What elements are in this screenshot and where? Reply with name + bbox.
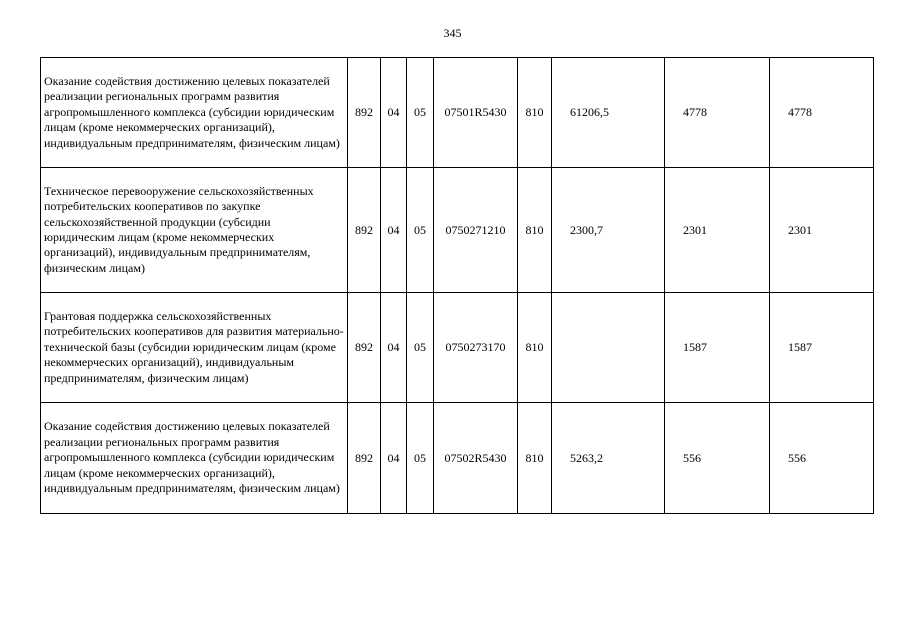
section-code: 04 bbox=[381, 403, 407, 514]
section-code: 04 bbox=[381, 293, 407, 403]
ministry-code: 892 bbox=[348, 403, 381, 514]
expense-type-code: 810 bbox=[518, 293, 552, 403]
amount-3: 4778 bbox=[770, 58, 874, 168]
subsection-code: 05 bbox=[407, 58, 434, 168]
section-code: 04 bbox=[381, 168, 407, 293]
row-description: Техническое перевооружение сельскохозяйственных потребительских кооперативов по закупке сельскохозяйственной продукции (субсидии юридическим лицам (кроме некоммерческих организаций), индивидуальным предпринимателям, физическим лицам) bbox=[41, 168, 348, 293]
ministry-code: 892 bbox=[348, 58, 381, 168]
amount-2: 4778 bbox=[665, 58, 770, 168]
budget-table bbox=[40, 57, 874, 514]
row-description: Грантовая поддержка сельскохозяйственных потребительских кооперативов для развития материально-технической базы (субсидии юридическим лицам (кроме некоммерческих организаций), индивидуальным предпринимателям, физическим лицам) bbox=[41, 293, 348, 403]
subsection-code: 05 bbox=[407, 403, 434, 514]
row-description: Оказание содействия достижению целевых показателей реализации региональных программ развития агропромышленного комплекса (субсидии юридическим лицам (кроме некоммерческих организаций), индивидуальным предпринимателям, физическим лицам) bbox=[41, 58, 348, 168]
expense-type-code: 810 bbox=[518, 58, 552, 168]
row-description: Оказание содействия достижению целевых показателей реализации региональных программ развития агропромышленного комплекса (субсидии юридическим лицам (кроме некоммерческих организаций), индивидуальным предпринимателям, физическим лицам) bbox=[41, 403, 348, 514]
subsection-code: 05 bbox=[407, 293, 434, 403]
amount-3: 1587 bbox=[770, 293, 874, 403]
table-row bbox=[41, 58, 874, 168]
amount-3: 556 bbox=[770, 403, 874, 514]
table-row bbox=[41, 293, 874, 403]
target-article-code: 07502R5430 bbox=[434, 403, 518, 514]
table-row bbox=[41, 403, 874, 514]
amount-1 bbox=[552, 293, 665, 403]
section-code: 04 bbox=[381, 58, 407, 168]
expense-type-code: 810 bbox=[518, 168, 552, 293]
target-article-code: 07501R5430 bbox=[434, 58, 518, 168]
ministry-code: 892 bbox=[348, 293, 381, 403]
target-article-code: 0750273170 bbox=[434, 293, 518, 403]
target-article-code: 0750271210 bbox=[434, 168, 518, 293]
table-row bbox=[41, 168, 874, 293]
amount-1: 61206,5 bbox=[552, 58, 665, 168]
amount-2: 2301 bbox=[665, 168, 770, 293]
ministry-code: 892 bbox=[348, 168, 381, 293]
amount-1: 5263,2 bbox=[552, 403, 665, 514]
subsection-code: 05 bbox=[407, 168, 434, 293]
amount-1: 2300,7 bbox=[552, 168, 665, 293]
amount-2: 556 bbox=[665, 403, 770, 514]
amount-3: 2301 bbox=[770, 168, 874, 293]
page-number: 345 bbox=[443, 26, 462, 40]
expense-type-code: 810 bbox=[518, 403, 552, 514]
amount-2: 1587 bbox=[665, 293, 770, 403]
